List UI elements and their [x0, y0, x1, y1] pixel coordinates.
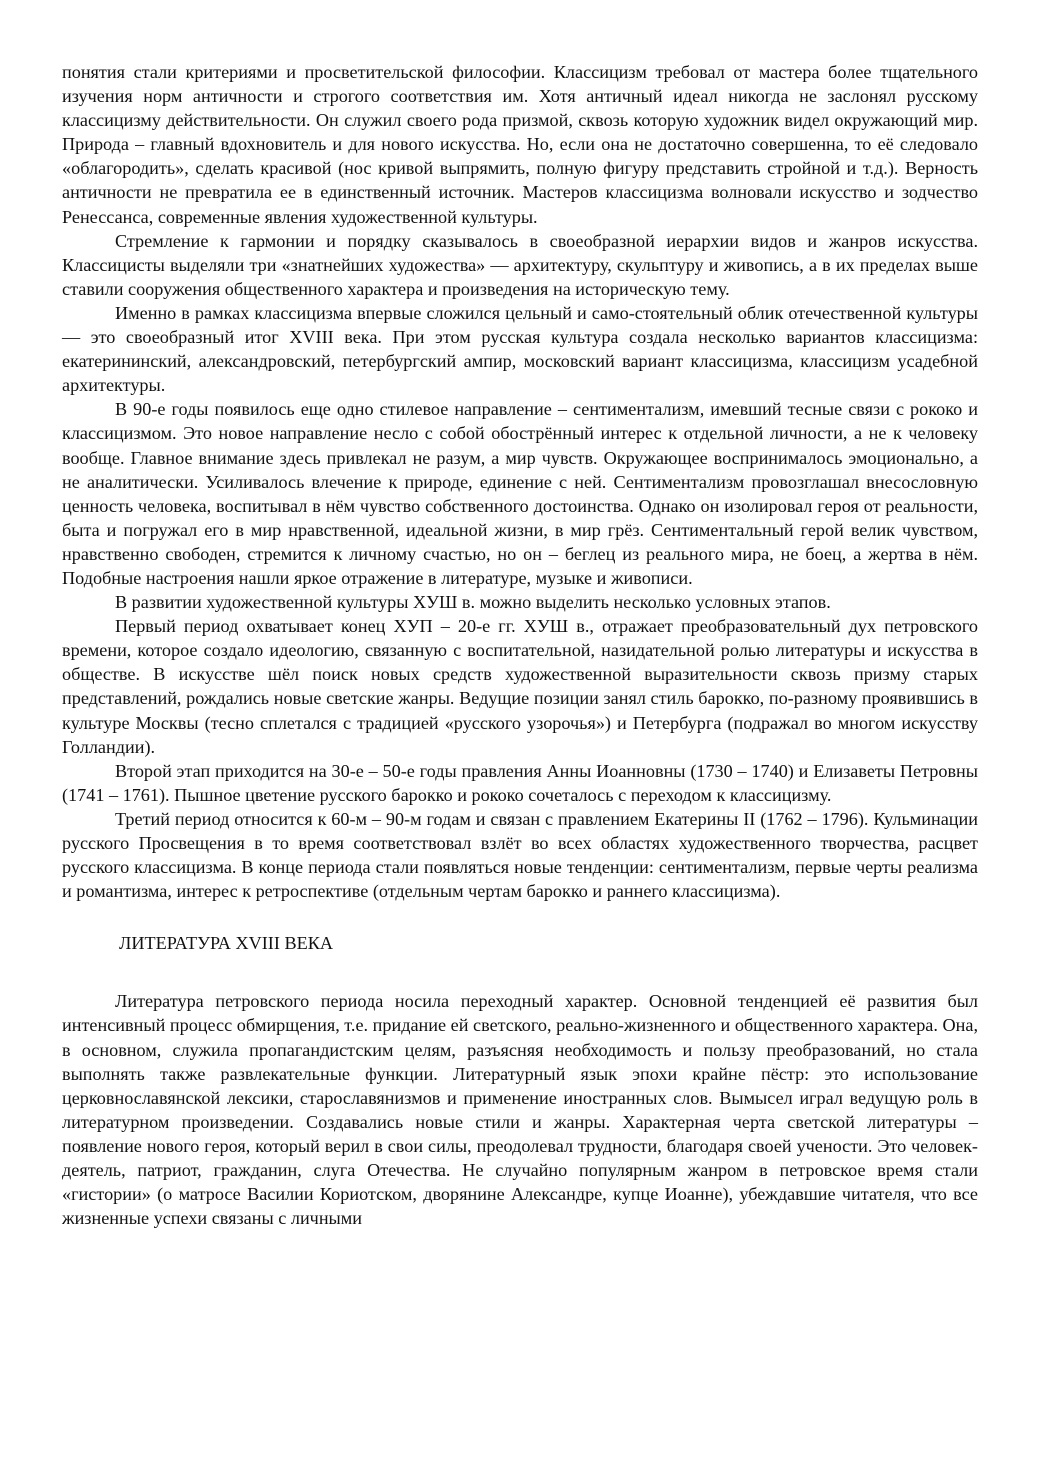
- paragraph-9: Литература петровского периода носила переходный характер. Основной тенденцией её развития был интенсивный процесс обмирщения, т.е. придание ей светского, реально-жизненного и общественного характера. Она, в основном, служила пропагандистским целям, разъясняя необходимость и пользу преобразований, но стала выполнять также развлекательные функции. Литературный язык эпохи крайне пёстр: это использование церковнославянской лексики, старославянизмов и применение иностранных слов. Вымысел играл ведущую роль в литературном произведении. Создавались новые стили и жанры. Характерная черта светской литературы – появление нового героя, который верил в свои силы, преодолевал трудности, благодаря своей учености. Это человек-деятель, патриот, гражданин, слуга Отечества. Не случайно популярным жанром в петровское время стали «гистории» (о матросе Василии Кориотском, дворянине Александре, купце Иоанне), убеждавшие читателя, что все жизненные успехи связаны с личными: [62, 991, 978, 1229]
- paragraph-2: Стремление к гармонии и порядку сказывалось в своеобразной иерархии видов и жанров искусства. Классицисты выделяли три «знатнейших художества» — архитектуру, скульптуру и живопись, а в их пределах выше ставили сооружения общественного характера и произведения на историческую тему.: [62, 230, 978, 299]
- paragraph-5: В развитии художественной культуры ХУШ в. можно выделить несколько условных этапов.: [115, 592, 831, 613]
- paragraph-1: понятия стали критериями и просветительской философии. Классицизм требовал от мастера более тщательного изучения норм античности и строгого соответствия им. Хотя античный идеал никогда не заслонял русскому классицизму действительности. Он служил своего рода призмой, сквозь которую художник видел окружающий мир. Природа – главный вдохновитель и для нового искусства. Но, если она не достаточно совершенна, то её следовало «облагородить», сделать красивой (нос кривой выпрямить, полную фигуру представить стройной и т.д.). Верность античности не превратила ее в единственный источник. Мастеров классицизма волновали искусство и зодчество Ренессанса, современные явления художественной культуры.: [62, 62, 978, 227]
- paragraph-4: В 90-е годы появилось еще одно стилевое направление – сентиментализм, имевший тесные связи с рококо и классицизмом. Это новое направление несло с собой обострённый интерес к отдельной личности, а не к человеку вообще. Главное внимание здесь привлекал не разум, а мир чувств. Окружающее воспринималось эмоционально, а не аналитически. Усиливалось влечение к природе, единение с ней. Сентиментализм провозглашал внесословную ценность человека, воспитывал в нём чувство собственного достоинства. Однако он изолировал героя от реальности, быта и погружал его в мир нравственной, идеальной жизни, в мир грёз. Сентиментальный герой велик чувством, нравственно свободен, стремится к личному счастью, но он – беглец из реального мира, не боец, а жертва в нём. Подобные настроения нашли яркое отражение в литературе, музыке и живописи.: [62, 399, 978, 588]
- paragraph-6: Первый период охватывает конец ХУП – 20-е гг. ХУШ в., отражает преобразовательный дух петровского времени, которое создало идеологию, связанную с воспитательной, назидательной ролью литературы и искусства в обществе. В искусстве шёл поиск новых средств художественной выразительности сквозь призму старых представлений, рождались новые светские жанры. Ведущие позиции занял стиль барокко, по-разному проявившись в культуре Москвы (тесно сплетался с традицией «русского узорочья») и Петербурга (подражал во многом искусству Голландии).: [62, 616, 978, 757]
- section-heading: ЛИТЕРАТУРА XVIII ВЕКА: [119, 933, 333, 954]
- paragraph-8: Третий период относится к 60-м – 90-м годам и связан с правлением Екатерины II (1762 – 1796). Кульминации русского Просвещения в то время соответствовал взлёт во всех областях художественного творчества, расцвет русского классицизма. В конце периода стали появляться новые тенденции: сентиментализм, первые черты реализма и романтизма, интерес к ретроспективе (отдельным чертам барокко и раннего классицизма).: [62, 808, 978, 902]
- paragraph-3: Именно в рамках классицизма впервые сложился цельный и само-стоятельный облик отечественной культуры — это своеобразный итог XVIII века. При этом русская культура создала несколько вариантов классицизма: екатерининский, александровский, петербургский ампир, московский вариант классицизма, классицизм усадебной архитектуры.: [62, 302, 978, 396]
- document-page: [62, 60, 978, 1230]
- paragraph-7: Второй этап приходится на 30-е – 50-е годы правления Анны Иоанновны (1730 – 1740) и Елизаветы Петровны (1741 – 1761). Пышное цветение русского барокко и рококо сочеталось с переходом к классицизму.: [62, 760, 978, 805]
